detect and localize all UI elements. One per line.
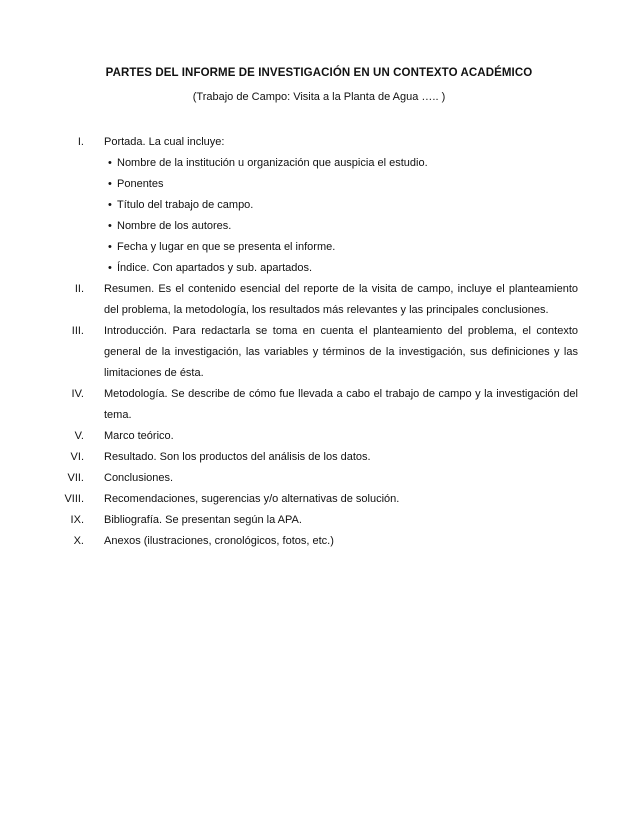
section-item xyxy=(0,489,638,510)
section-number: IX. xyxy=(70,514,84,526)
bullet-item xyxy=(108,174,638,195)
section-number: II. xyxy=(74,283,84,295)
bullet-list xyxy=(108,153,638,279)
bullet-text: Nombre de los autores. xyxy=(117,220,232,232)
section-text: Marco teórico. xyxy=(104,430,174,442)
section-item xyxy=(0,321,638,384)
section-number: VI. xyxy=(70,451,84,463)
section-text: Introducción. Para redactarla se toma en cuenta el planteamiento del problema, el contexto general de la investigación, las variables y términos de la investigación, sus definiciones y las limitaciones de ésta. xyxy=(104,325,578,379)
bullet-icon: • xyxy=(108,241,112,253)
bullet-item xyxy=(108,216,638,237)
bullet-item xyxy=(108,237,638,258)
section-number: VIII. xyxy=(64,493,84,505)
document-title: PARTES DEL INFORME DE INVESTIGACIÓN EN UN CONTEXTO ACADÉMICO xyxy=(105,67,533,79)
section-item xyxy=(0,132,638,279)
section-item xyxy=(0,531,638,552)
bullet-text: Título del trabajo de campo. xyxy=(117,199,254,211)
section-number: X. xyxy=(73,535,84,547)
document-subtitle: (Trabajo de Campo: Visita a la Planta de Agua ….. ) xyxy=(192,91,446,103)
section-item xyxy=(0,384,638,426)
bullet-text: Índice. Con apartados y sub. apartados. xyxy=(117,262,313,274)
bullet-item xyxy=(108,153,638,174)
bullet-icon: • xyxy=(108,262,112,274)
section-number: V. xyxy=(74,430,84,442)
sections-list xyxy=(0,132,638,552)
section-number: VII. xyxy=(67,472,84,484)
section-text: Bibliografía. Se presentan según la APA. xyxy=(104,514,302,526)
bullet-icon: • xyxy=(108,178,112,190)
section-item xyxy=(0,447,638,468)
section-text: Portada. La cual incluye: xyxy=(104,136,225,148)
section-text: Conclusiones. xyxy=(104,472,174,484)
bullet-icon: • xyxy=(108,157,112,169)
section-text: Resultado. Son los productos del análisis de los datos. xyxy=(104,451,371,463)
section-number: IV. xyxy=(71,388,84,400)
section-number: I. xyxy=(77,136,84,148)
bullet-icon: • xyxy=(108,220,112,232)
section-text: Metodología. Se describe de cómo fue llevada a cabo el trabajo de campo y la investigación del tema. xyxy=(104,388,578,421)
bullet-item xyxy=(108,195,638,216)
bullet-text: Nombre de la institución u organización que auspicia el estudio. xyxy=(117,157,428,169)
bullet-text: Fecha y lugar en que se presenta el informe. xyxy=(117,241,336,253)
section-item xyxy=(0,468,638,489)
section-text: Recomendaciones, sugerencias y/o alternativas de solución. xyxy=(104,493,400,505)
bullet-icon: • xyxy=(108,199,112,211)
bullet-item xyxy=(108,258,638,279)
section-number: III. xyxy=(71,325,84,337)
section-item xyxy=(0,426,638,447)
bullet-text: Ponentes xyxy=(117,178,164,190)
section-text: Anexos (ilustraciones, cronológicos, fotos, etc.) xyxy=(104,535,334,547)
section-text: Resumen. Es el contenido esencial del reporte de la visita de campo, incluye el planteamiento del problema, la metodología, los resultados más relevantes y las principales conclusiones. xyxy=(104,283,578,316)
section-item xyxy=(0,510,638,531)
section-item xyxy=(0,279,638,321)
